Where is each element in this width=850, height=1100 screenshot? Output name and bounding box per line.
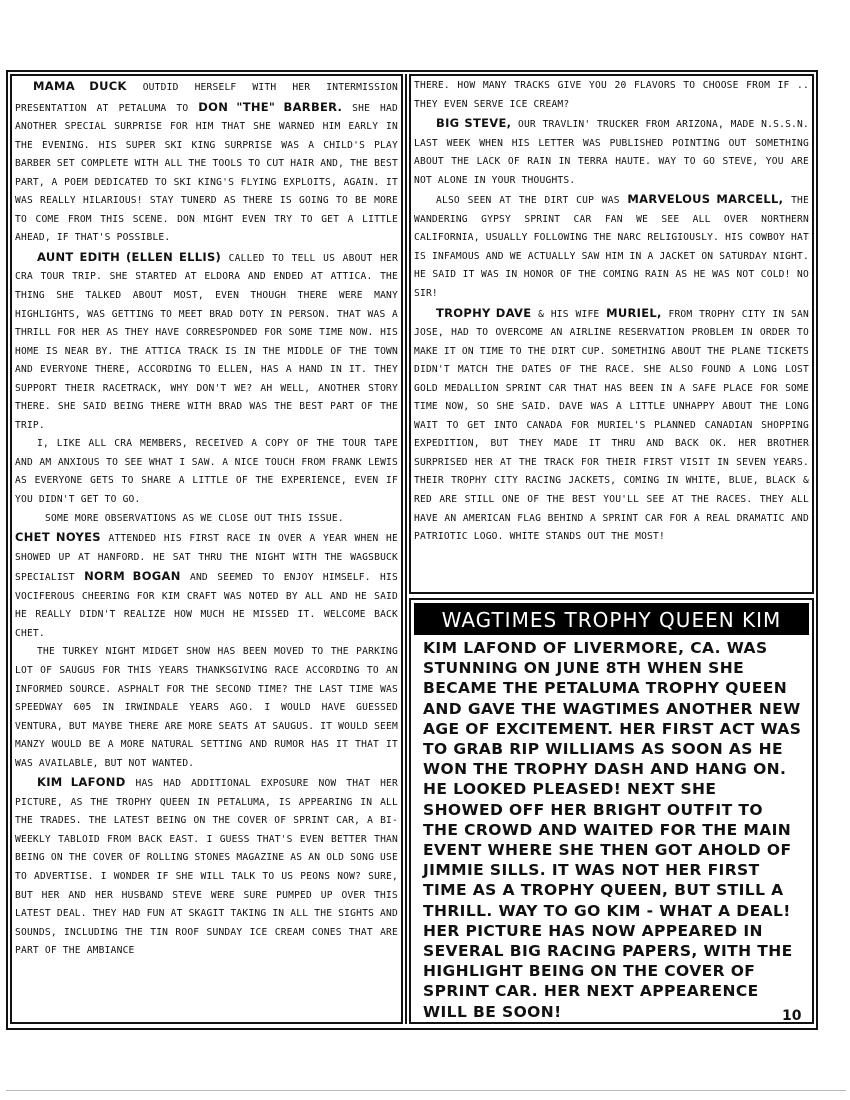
column-divider (405, 74, 407, 1024)
left-column (10, 74, 403, 1024)
name-aunt-edith: AUNT EDITH (ELLEN ELLIS) (37, 249, 222, 264)
paragraph-text: SHE HAD ANOTHER SPECIAL SURPRISE FOR HIM THAT SHE WARNED HIM EARLY IN THE EVENING. HIS SUPER SKI KING SURPRISE WAS A CHILD'S PLAY BARBER SET COMPLETE WITH ALL THE TOOLS TO CUT HAIR AND, THE BEST PART, A POEM DEDICATED TO SKI KING'S FLYING EXPLOITS, AGAIN. IT WAS REALLY HILARIOUS! STAY TUNERD AS THERE IS GOING TO BE MORE TO COME FROM THIS SCENE. DON MIGHT EVEN TRY TO GET A LITTLE AHEAD, IF THAT'S POSSIBLE. (15, 102, 398, 244)
paragraph-text: AND SEEMED TO ENJOY HIMSELF. HIS VOCIFEROUS CHEERING FOR KIM CRAFT WAS NOTED BY ALL AND HE SAID HE REALLY DIDN'T REALIZE HOW MUCH HE MISSED IT. WELCOME BACK CHET. (15, 572, 398, 639)
paragraph-trophy-dave (414, 304, 809, 547)
paragraph-chet-noyes (15, 528, 398, 643)
paragraph-tour-tape: I, LIKE ALL CRA MEMBERS, RECEIVED A COPY OF THE TOUR TAPE AND AM ANXIOUS TO SEE WHAT I SAW. A NICE TOUCH FROM FRANK LEWIS AS EVERYONE GETS TO SHARE A LITTLE OF THE EXPERIENCE, EVEN IF YOU DIDN'T GET TO GO. (15, 438, 398, 506)
name-chet-noyes: CHET NOYES (15, 530, 101, 545)
paragraph-text: & HIS WIFE (531, 308, 607, 320)
paragraph-text: HAS HAD ADDITIONAL EXPOSURE NOW THAT HER PICTURE, AS THE TROPHY QUEEN IN PETALUMA, IS APPEARING IN ALL THE TRADES. THE LATEST BEING ON THE COVER OF SPRINT CAR, A BI-WEEKLY TABLOID FROM BACK EAST. I GUESS THAT'S EVEN BETTER THAN BEING ON THE COVER OF ROLLING STONES MAGAZINE AS AN OLD SONG USE TO ADVERTISE. I WONDER IF SHE WILL TALK TO US PEONS NOW? SURE, BUT HER AND HER HUSBAND STEVE WERE SURE PUMPED UP OVER THIS LATEST DEAL. THEY HAD FUN AT SKAGIT TAKING IN ALL THE SIGHTS AND SOUNDS, INCLUDING THE TIN ROOF SUNDAY ICE CREAM CONES THAT ARE PART OF THE AMBIANCE (15, 778, 399, 957)
paragraph-marvelous-marcell (414, 190, 809, 303)
trophy-queen-title: WAGTIMES TROPHY QUEEN KIM (414, 603, 809, 635)
paragraph-aunt-edith (15, 248, 398, 435)
name-big-steve: BIG STEVE, (436, 116, 512, 131)
trophy-queen-box (409, 598, 814, 1024)
paragraph-text: OUTDID HERSELF WITH HER INTERMISSION PRESENTATION AT PETALUMA TO (15, 82, 398, 114)
page-number: 10 (782, 1008, 802, 1024)
name-trophy-dave: TROPHY DAVE (436, 305, 532, 320)
name-marvelous-marcell: MARVELOUS MARCELL, (627, 192, 784, 207)
name-norm-bogan: NORM BOGAN (84, 569, 181, 584)
paragraph-turkey-night: THE TURKEY NIGHT MIDGET SHOW HAS BEEN MOVED TO THE PARKING LOT OF SAUGUS FOR THIS YEARS THANKSGIVING RACE ACCORDING TO AN INFORMED SOURCE. ASPHALT FOR THE SECOND TIME? THE LAST TIME WAS SPEEDWAY 605 IN IRWINDALE YEARS AGO. I WOULD HAVE GUESSED VENTURA, BUT MAYBE THERE ARE MORE SEATS AT SAUGUS. IT WOULD SEEM MANZY WOULD BE A MORE NATURAL SETTING AND RUMOR HAS IT THAT IT WAS AVAILABLE, BUT NOT WANTED. (15, 646, 398, 769)
right-column (409, 74, 814, 594)
paragraph-text: CALLED TO TELL US ABOUT HER CRA TOUR TRIP. SHE STARTED AT ELDORA AND ENDED AT ATTICA. THE THING SHE TALKED ABOUT MOST, EVEN THOUGH THERE WERE MANY HIGHLIGHTS, WAS GETTING TO MEET BRAD DOTY IN PERSON. THAT WAS A THRILL FOR HER AS THEY HAVE CORRESPONDED FOR SOME TIME NOW. HIS HOME IS NEAR BY. THE ATTICA TRACK IS IN THE MIDDLE OF THE TOWN AND EVERYONE THERE, ACCORDING TO ELLEN, HAS A HAND IN IT. THEY SUPPORT THEIR RACETRACK, WHY DON'T WE? AH WELL, ANOTHER STORY THERE. SHE SAID BEING THERE WITH BRAD WAS THE BEST PART OF THE TRIP. (15, 252, 399, 431)
name-mama-duck: MAMA DUCK (33, 79, 127, 93)
name-kim-lafond: KIM LAFOND (37, 775, 126, 790)
name-don-the-barber: DON "THE" BARBER. (198, 99, 343, 114)
bottom-rule (6, 1090, 846, 1091)
paragraph-text: ALSO SEEN AT THE DIRT CUP WAS (436, 195, 628, 207)
paragraph-big-steve (414, 114, 809, 190)
paragraph-ice-cream: THERE. HOW MANY TRACKS GIVE YOU 20 FLAVORS TO CHOOSE FROM IF .. THEY EVEN SERVE ICE CREAM? (414, 80, 809, 110)
paragraph-text: OUR TRAVLIN' TRUCKER FROM ARIZONA, MADE N.S.S.N. LAST WEEK WHEN HIS LETTER WAS PUBLISHED POINTING OUT SOMETHING ABOUT THE LACK OF RAIN IN TERRA HAUTE. WAY TO GO STEVE, YOU ARE NOT ALONE IN YOUR THOUGHTS. (414, 119, 809, 186)
paragraph-text: ATTENDED HIS FIRST RACE IN OVER A YEAR WHEN HE SHOWED UP AT HANFORD. HE SAT THRU THE NIGHT WITH THE WAGSBUCK SPECIALIST (15, 533, 398, 584)
trophy-queen-text: KIM LAFOND OF LIVERMORE, CA. WAS STUNNING ON JUNE 8TH WHEN SHE BECAME THE PETALUMA TROPHY QUEEN AND GAVE THE WAGTIMES ANOTHER NEW AGE OF EXCITEMENT. HER FIRST ACT WAS TO GRAB RIP WILLIAMS AS SOON AS HE WON THE TROPHY DASH AND HANG ON. HE LOOKED PLEASED! NEXT SHE SHOWED OFF HER BRIGHT OUTFIT TO THE CROWD AND WAITED FOR THE MAIN EVENT WHERE SHE THEN GOT AHOLD OF JIMMIE SILLS. IT WAS NOT HER FIRST TIME AS A TROPHY QUEEN, BUT STILL A THRILL. WAY TO GO KIM - WHAT A DEAL! HER PICTURE HAS NOW APPEARED IN SEVERAL BIG RACING PAPERS, WITH THE HIGHLIGHT BEING ON THE COVER OF SPRINT CAR. HER NEXT APPEARENCE WILL BE SOON! (423, 639, 802, 1021)
paragraph-mama-duck (15, 77, 398, 248)
paragraph-text: FROM TROPHY CITY IN SAN JOSE, HAD TO OVERCOME AN AIRLINE RESERVATION PROBLEM IN ORDER TO MAKE IT ON TIME TO THE DIRT CUP. SOMETHING ABOUT THE PLANE TICKETS DIDN'T MATCH THE DATES OF THE RACE. SHE ALSO FOUND A LONG LOST GOLD MEDALLION SPRINT CAR THAT HAS BEEN IN A SAFE PLACE FOR SOME TIME NOW, SO SHE SAID. DAVE WAS A LITTLE UNHAPPY ABOUT THE LONG WAIT TO GET INTO CANADA FOR MURIEL'S PLANNED CANADIAN SHOPPING EXPEDITION, BUT THEY MADE IT THRU AND BACK OK. HER BROTHER SURPRISED HER AT THE TRACK FOR THEIR FIRST VISIT IN SEVEN YEARS. THEIR TROPHY CITY RACING JACKETS, COMING IN WHITE, BLUE, BLACK & RED ARE STILL ONE OF THE BEST YOU'LL SEE AT THE RACES. THEY ALL HAVE AN AMERICAN FLAG BEHIND A SPRINT CAR FOR A REAL DRAMATIC AND PATRIOTIC LOGO. WHITE STANDS OUT THE MOST! (414, 308, 809, 543)
paragraph-observations: SOME MORE OBSERVATIONS AS WE CLOSE OUT THIS ISSUE. (45, 512, 344, 524)
name-muriel: MURIEL, (606, 305, 662, 320)
paragraph-text: THE WANDERING GYPSY SPRINT CAR FAN WE SEE ALL OVER NORTHERN CALIFORNIA, USUALLY FOLLOWING THE NARC RELIGIOUSLY. HIS COWBOY HAT IS INFAMOUS AND WE ACTUALLY SAW HIM IN A JACKET ON SATURDAY NIGHT. HE SAID IT WAS IN HONOR OF THE COMING RAIN AS HE WAS NOT COLD! NO SIR! (414, 195, 809, 300)
paragraph-kim-lafond (15, 773, 398, 960)
